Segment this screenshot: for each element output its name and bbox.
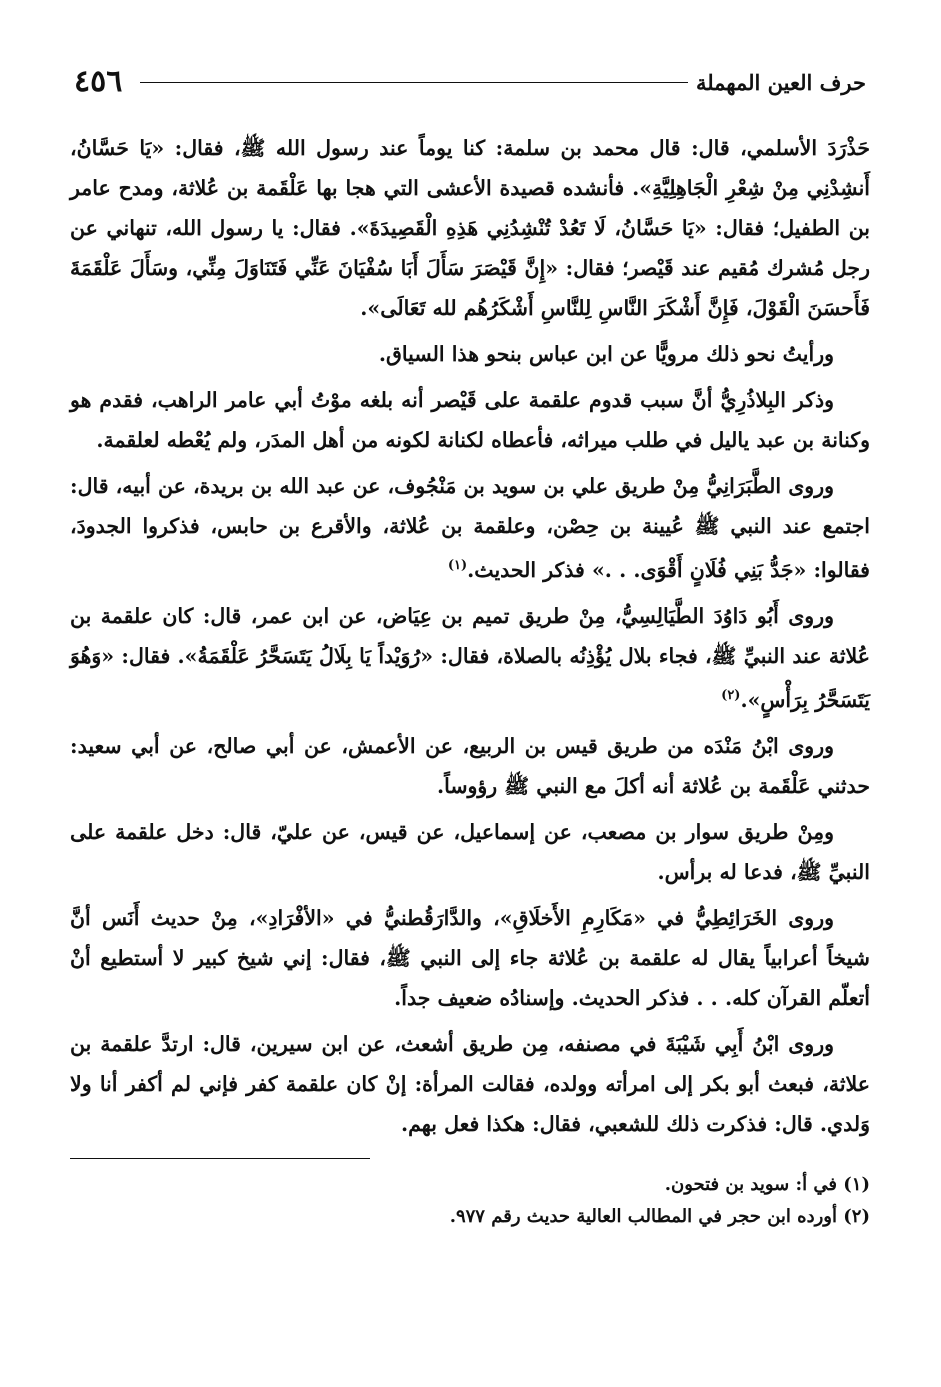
paragraph-1: حَذْرَدَ الأسلمي، قال: قال محمد بن سلمة: كنا يوماً عند رسول الله ﷺ، فقال: «يَا حَسَّانُ، أَنشِدْنِي مِنْ شِعْرِ الْجَاهِلِيَّةِ». فأنشده قصيدة الأعشى التي هجا بها عَلْقَمة بن عُلاثة، ومدح عامر بن الطفيل؛ فقال: «يَا حَسَّانُ، لَا تَعُدْ تُنْشِدُنِي هَذِهِ الْقَصِيدَةَ». فقال: يا رسول الله، تنهاني عن رجل مُشرك مُقيم عند قَيْصر؛ فقال: «إِنَّ قَيْصَرَ سَأَلَ أَبَا سُفْيَانَ عَنِّي فَتَنَاوَلَ مِنِّي، وسَأَلَ عَلْقَمَةَ فَأَحسَنَ الْقَوْلَ، فَإِنَّ أَشْكَرَ النَّاسِ لِلنَّاسِ أَشْكَرُهُم لله تَعَالَى». bbox=[70, 136, 870, 320]
footnotes bbox=[70, 1169, 870, 1233]
paragraph-8: وروى الخَرَائِطِيُّ في «مَكَارِمِ الأَخلَاقِ»، والدَّارَقُطنيُّ في «الأفْرَادِ»، مِنْ حديث أَنَس أنَّ شيخاً أعرابياً يقال له علقمة بن عُلاثة جاء إلى النبي ﷺ، فقال: إني شيخ كبير لا أستطيع أنْ أتعلّم القرآن كله. . . فذكر الحديث. وإسنادُه ضعيف جداً. bbox=[70, 905, 870, 1010]
paragraph-4 bbox=[70, 466, 870, 590]
paragraph-2: ورأيتُ نحو ذلك مرويًّا عن ابن عباس بنحو هذا السياق. bbox=[378, 342, 834, 366]
page-number: ٤٥٦ bbox=[74, 64, 123, 99]
paragraph-3: وذكر البِلاذُرِيُّ أنَّ سبب قدوم علقمة على قَيْصر أنه بلغه موْتُ أبي عامر الراهب، فقدم هو وكنانة بن عبد ياليل في طلب ميراثه، فأعطاه لكنانة لكونه من أهل المدَر، ولم يُعْطه لعلقمة. bbox=[70, 388, 870, 452]
footnote-mark-1: (١) bbox=[447, 558, 468, 573]
paragraph-4-text: وروى الطَّبَرَانِيُّ مِنْ طريق علي بن سويد بن مَنْجُوف، عن عبد الله بن بريدة، عن أبيه، قال: اجتمع عند النبي ﷺ عُيينة بن حِصْن، وعلقمة بن عُلاثة، والأقرع بن حابس، فذكروا الجدودَ، فقالوا: «جَدُّ بَنِي فُلَانٍ أَقْوَى. . .» فذكر الحديث. bbox=[70, 474, 870, 582]
header-rule bbox=[140, 82, 688, 83]
paragraph-5-text: وروى أَبُو دَاوُدَ الطَّيَالِسِيُّ، مِنْ طريق تميم بن عِيَاض، عن ابن عمر، قال: كان علقمة بن عُلاثة عند النبيِّ ﷺ، فجاء بلال يُؤْذِنُه بالصلاة، فقال: «رُوَيْداً يَا بِلَالُ يَتَسَحَّرُ عَلْقَمَةُ». فقال: «وَهُوَ يَتَسَحَّرُ بِرَأْسٍ». bbox=[70, 603, 870, 712]
footnote-1: (١) في أ: سويد بن فتحون. bbox=[664, 1173, 870, 1195]
body-text bbox=[70, 128, 870, 1144]
footnote-rule bbox=[70, 1158, 370, 1159]
running-head-title: حرف العين المهملة bbox=[695, 69, 866, 95]
footnote-2: (٢) أورده ابن حجر في المطالب العالية حديث رقم ٩٧٧. bbox=[449, 1205, 870, 1227]
paragraph-9: وروى ابْنُ أَبِي شَيْبَةَ في مصنفه، مِن طريق أشعث، عن ابن سيرين، قال: ارتدَّ علقمة بن علاثة، فبعث أبو بكر إلى امرأته وولده، فقالت المرأة: إنْ كان علقمة كفر فإني لم أكفر أنا ولا وَلدي. قال: فذكرت ذلك للشعبي، فقال: هكذا فعل بهم. bbox=[70, 1031, 870, 1136]
paragraph-6: وروى ابْنُ مَنْدَه من طريق قيس بن الربيع، عن الأعمش، عن أبي صالح، عن أبي سعيد: حدثني عَلْقَمة بن عُلاثة أنه أكلَ مع النبي ﷺ رؤوساً. bbox=[70, 733, 870, 798]
paragraph-7: ومِنْ طريق سوار بن مصعب، عن إسماعيل، عن قيس، عن عليّ، قال: دخل علقمة على النبيِّ ﷺ، فدعا له برأس. bbox=[70, 819, 870, 884]
page bbox=[70, 60, 870, 1233]
paragraph-5 bbox=[70, 596, 870, 720]
page-header bbox=[70, 60, 870, 104]
running-head bbox=[140, 70, 866, 95]
footnote-mark-2: (٢) bbox=[721, 687, 741, 703]
